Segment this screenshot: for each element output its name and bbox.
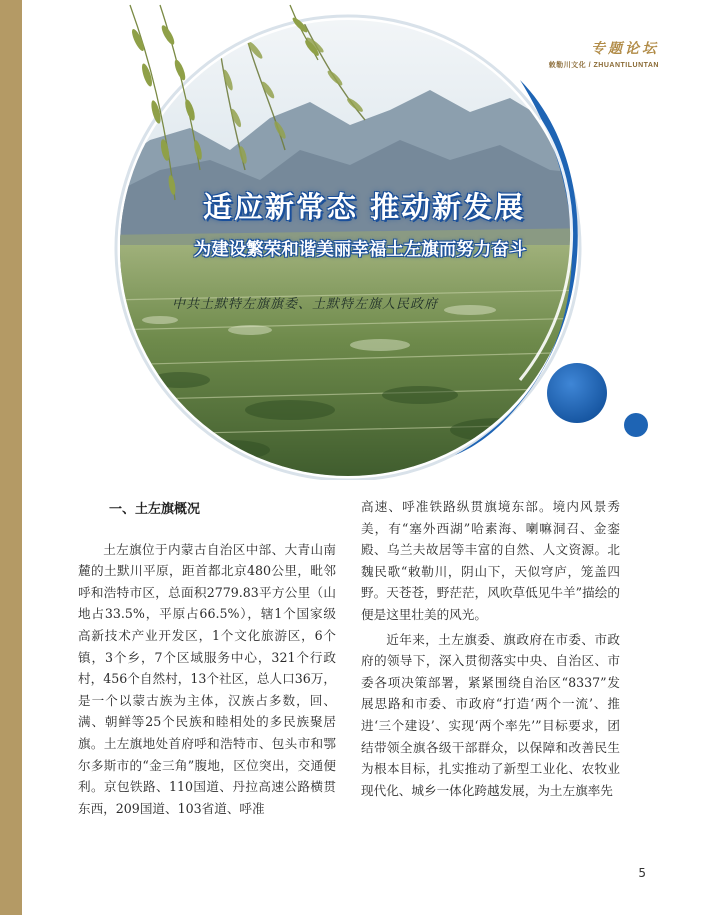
section-heading: 一、土左旗概况 — [109, 501, 201, 516]
title-block — [130, 185, 590, 261]
paragraph: 近年来，土左旗委、旗政府在市委、市政府的领导下，深入贯彻落实中央、自治区、市委各项决策部署，紧紧围绕自治区“8337”发展思路和市委、市政府“打造‘两个一流’、推进‘三个建设’、实现‘两个率先’”目标要求，团结带领全旗各级干部群众，以保障和改善民生为根本目标，扎实推动了新型工业化、农牧业现代化、城乡一体化跨越发展，为土左旗率先 — [361, 631, 620, 798]
page-edge-bar-overlay — [0, 0, 22, 915]
paragraph: 土左旗位于内蒙古自治区中部、大青山南麓的土默川平原，距首都北京480公里，毗邻呼和浩特市区，总面积2779.83平方公里（山地占33.5%，平原占66.5%），辖1个国家级高新技术产业开发区，1个文化旅游区，6个镇，3个乡，7个区域服务中心，321个行政村，456个自然村，13个社区，总人口36万，是一个以蒙古族为主体，汉族占多数，回、满、朝鲜等25个民族和睦相处的多民族聚居旗。土左旗地处首府呼和浩特市、包头市和鄂尔多斯市的“金三角”腹地，区位突出，交通便利。京包铁路、110国道、丹拉高速公路横贯东西，209国道、103省道、呼准 — [78, 541, 336, 816]
section-subtitle: 敕勒川文化 / ZHUANTILUNTAN — [548, 62, 659, 69]
section-tag — [549, 38, 659, 70]
column-left — [78, 496, 336, 819]
decorative-circle-icon — [547, 363, 607, 423]
article-subtitle: 为建设繁荣和谐美丽幸福土左旗而努力奋斗 — [193, 240, 527, 260]
article-title: 适应新常态 推动新发展 — [202, 190, 526, 224]
paragraph: 高速、呼准铁路纵贯旗境东部。境内风景秀美，有“塞外西湖”哈素海、喇嘛洞召、金銮殿、乌兰夫故居等丰富的自然、人文资源。北魏民歌“敕勒川，阴山下，天似穹庐，笼盖四野。天苍苍，野茫茫，风吹草低见牛羊”描绘的便是这里壮美的风光。 — [361, 499, 620, 622]
column-right — [361, 496, 620, 801]
section-title: 专题论坛 — [591, 41, 659, 57]
page-number: 5 — [638, 866, 646, 880]
article-author: 中共土默特左旗旗委、土默特左旗人民政府 — [172, 297, 439, 312]
decorative-circle-small-icon — [624, 413, 648, 437]
